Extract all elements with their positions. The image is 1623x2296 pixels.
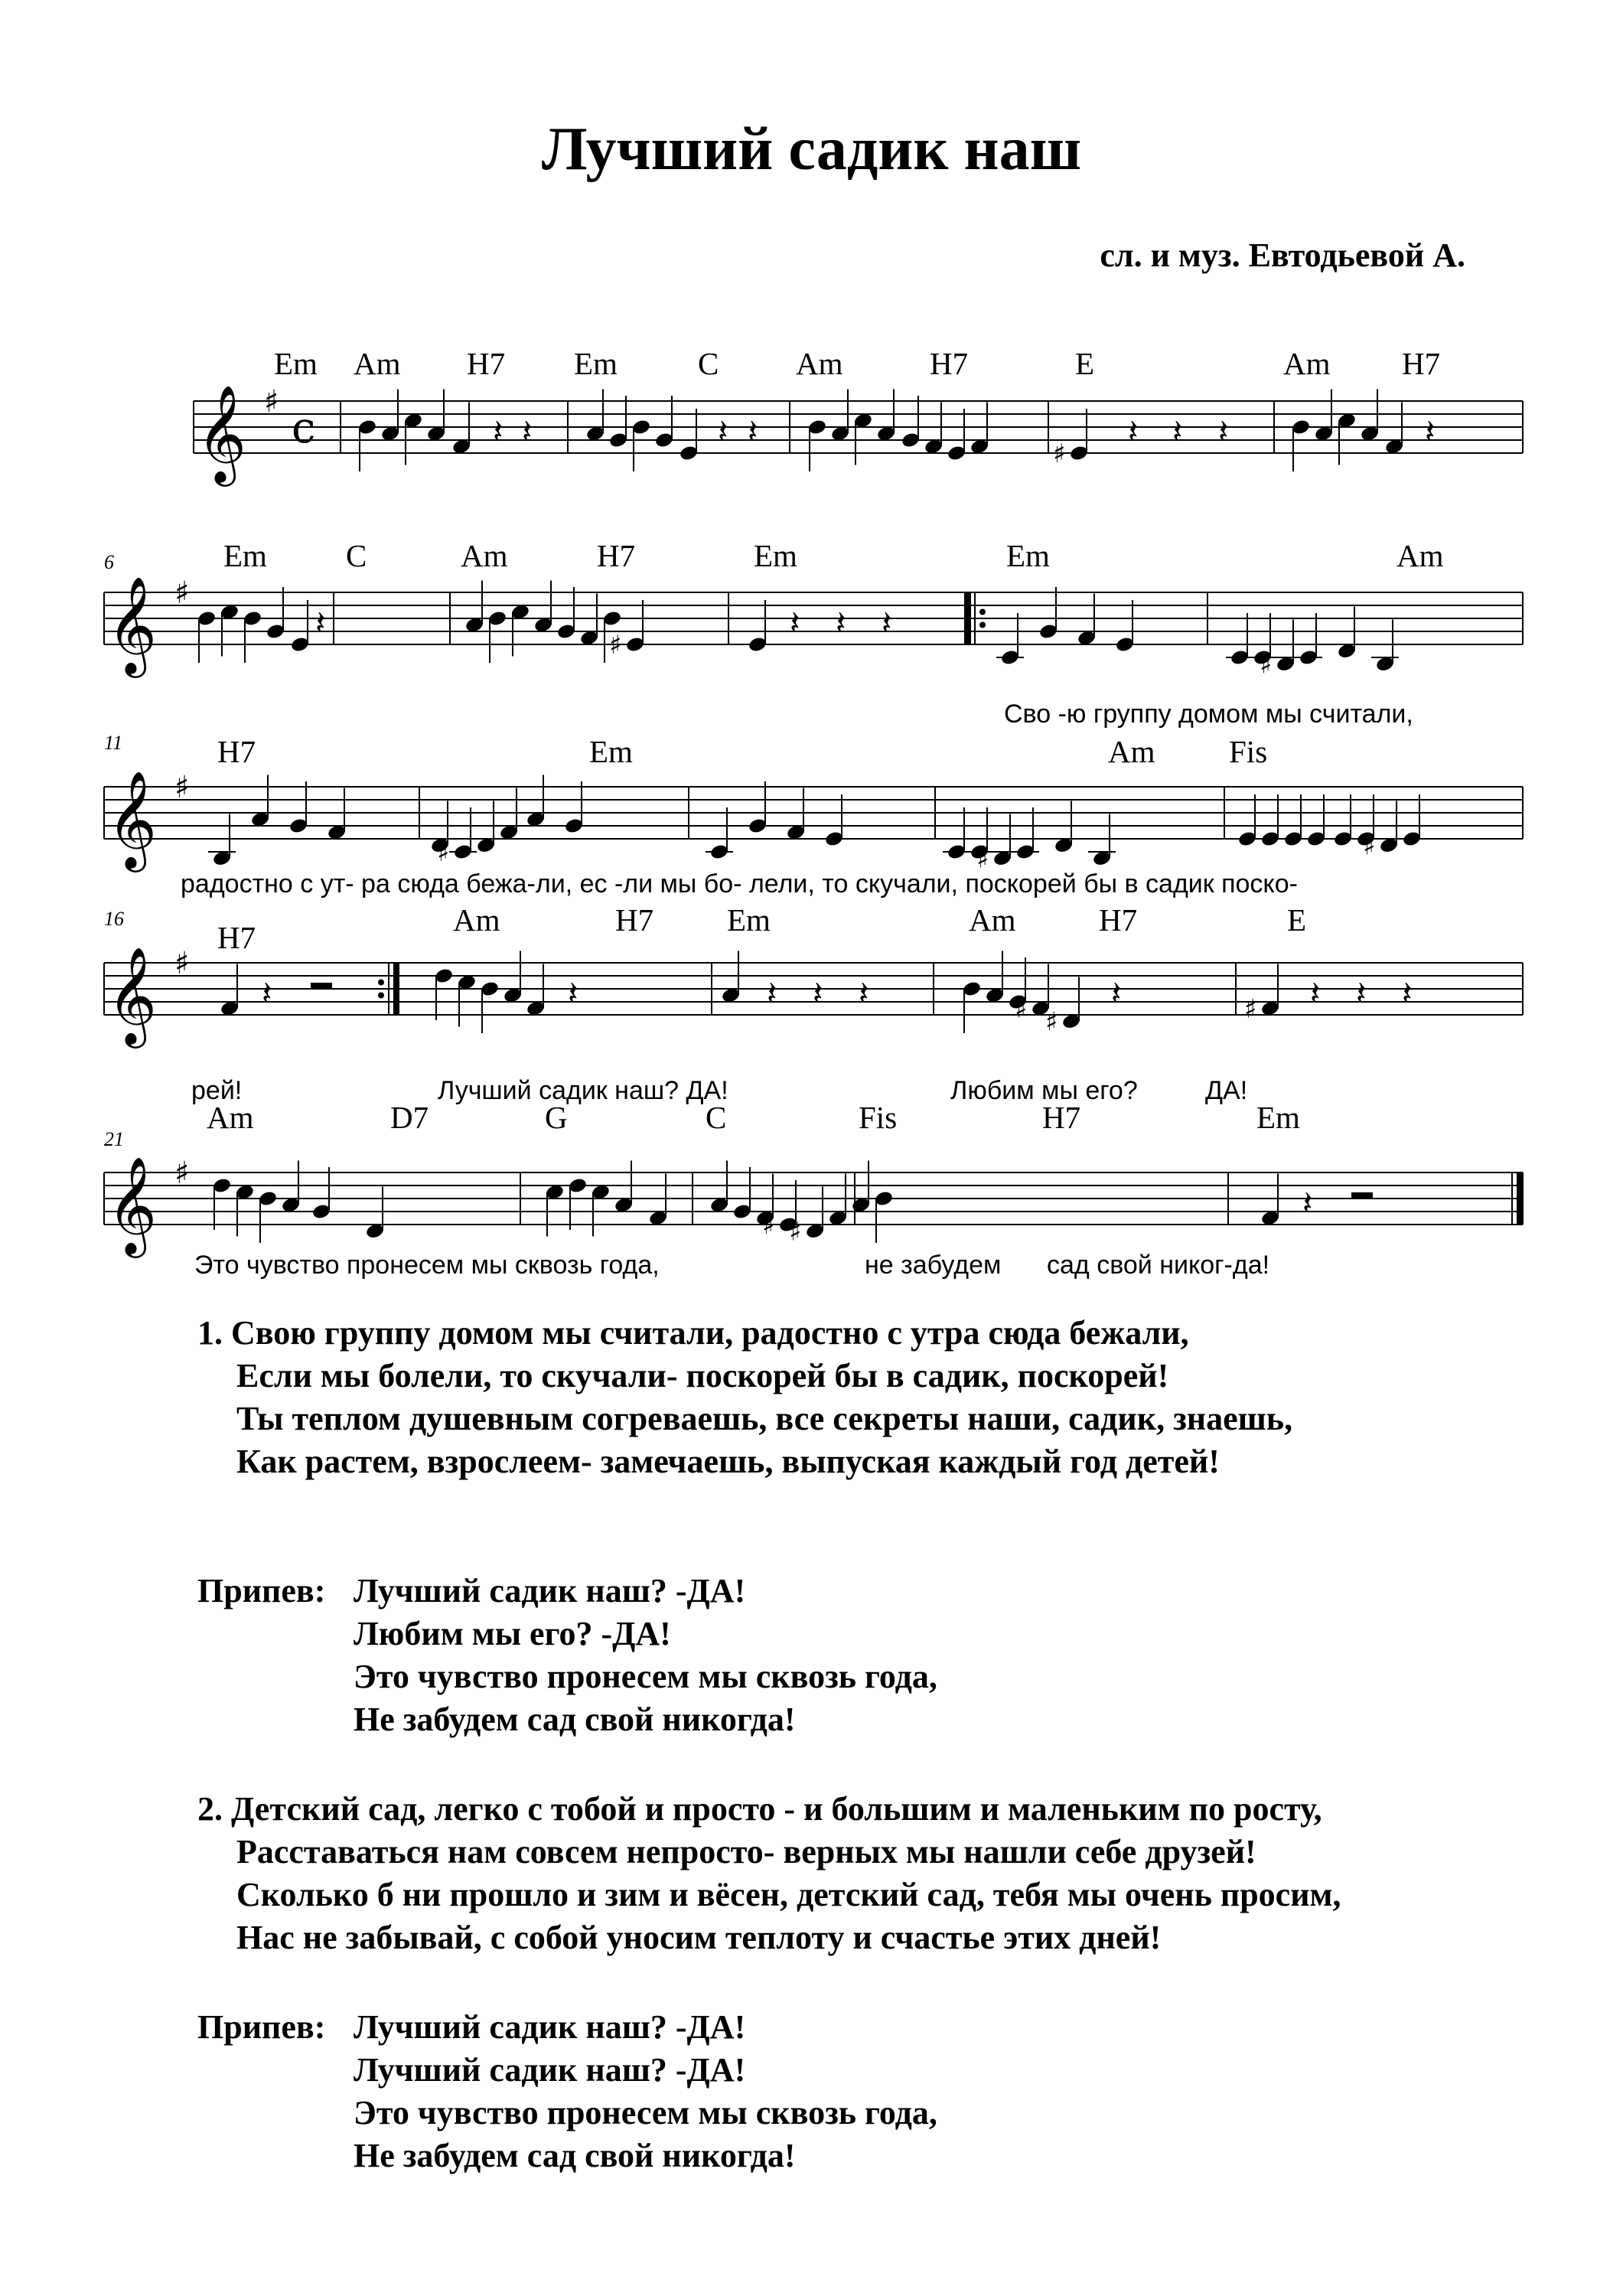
chord: H7 (1099, 902, 1138, 938)
rest-icon: 𝄽 (1111, 974, 1122, 1013)
chord: Em (223, 538, 267, 573)
half-rest-icon (1351, 1192, 1373, 1199)
chord: Am (1283, 346, 1331, 381)
chord: H7 (217, 920, 256, 955)
rest-icon: 𝄽 (522, 413, 533, 452)
chord: H7 (1402, 346, 1441, 381)
chord: Am (1396, 538, 1444, 573)
rest-icon: 𝄽 (1356, 974, 1367, 1013)
sharp-icon: ♯ (1363, 830, 1376, 862)
chord: Am (796, 346, 843, 381)
chord: H7 (930, 346, 969, 381)
chord: E (1075, 346, 1095, 381)
verse-line: Расставаться нам совсем непросто- верных мы нашли себе друзей! (236, 1833, 1256, 1870)
sharp-icon: ♯ (789, 1216, 802, 1247)
final-barline (1517, 1172, 1523, 1225)
chord: C (706, 1100, 727, 1135)
sharp-icon: ♯ (609, 630, 622, 660)
verse-line: Нас не забывай, с собой уносим теплоту и счастье этих дней! (236, 1919, 1162, 1956)
rest-icon: 𝄽 (836, 604, 846, 643)
treble-clef-icon: 𝄞 (197, 384, 247, 482)
chorus-label: Припев: (197, 2008, 326, 2046)
author-credit: сл. и муз. Евтодьевой А. (1100, 236, 1465, 274)
lyric-line: Лучший садик наш? ДА! (438, 1076, 728, 1105)
chorus-line: Не забудем сад свой никогда! (354, 1701, 796, 1738)
rest-icon: 𝄽 (813, 974, 823, 1013)
chord: H7 (597, 538, 636, 573)
sharp-icon: ♯ (1045, 1006, 1058, 1038)
rest-icon: 𝄽 (767, 974, 777, 1013)
rest-icon: 𝄽 (568, 974, 578, 1013)
chorus-line: Не забудем сад свой никогда! (354, 2137, 796, 2174)
chord: Am (461, 538, 508, 573)
common-time-icon: c (292, 403, 316, 453)
treble-clef-icon: 𝄞 (107, 770, 158, 868)
verse-line: Сколько б ни прошло и зим и вёсен, детский сад, тебя мы очень просим, (236, 1876, 1341, 1913)
lyric-line: не забудем (865, 1251, 1002, 1280)
chorus-line: Лучший садик наш? -ДА! (354, 2051, 746, 2089)
chorus-line: Любим мы его? -ДА! (354, 1615, 671, 1652)
treble-clef-icon: 𝄞 (107, 946, 158, 1044)
sharp-icon: ♯ (174, 576, 190, 611)
chord: H7 (217, 734, 256, 769)
chord: H7 (615, 902, 654, 938)
chord: Em (589, 734, 633, 769)
chord: E (1287, 902, 1307, 938)
chorus-1 (354, 1570, 937, 1741)
chord: Em (727, 902, 771, 938)
verse-number: 1. (197, 1314, 223, 1352)
sharp-icon: ♯ (174, 770, 190, 805)
chord: H7 (1042, 1100, 1081, 1135)
chord: Am (354, 346, 401, 381)
verse-line: Ты теплом душевным согреваешь, все секреты наши, садик, знаешь, (236, 1400, 1293, 1437)
chorus-line: Это чувство пронесем мы сквозь года, (354, 1658, 937, 1695)
repeat-dot (378, 993, 384, 999)
rest-icon: 𝄽 (315, 604, 326, 643)
lyric-line: рей! (191, 1076, 243, 1105)
repeat-barline (964, 592, 970, 644)
treble-clef-icon: 𝄞 (107, 1156, 158, 1254)
chorus-line: Лучший садик наш? -ДА! (354, 1572, 746, 1609)
chord: Em (1006, 538, 1050, 573)
chorus-label: Припев: (197, 1572, 326, 1609)
rest-icon: 𝄽 (1172, 413, 1183, 452)
sharp-icon: ♯ (1053, 439, 1066, 469)
chord: Am (969, 902, 1016, 938)
sharp-icon: ♯ (264, 384, 279, 419)
chord: C (346, 538, 367, 573)
rest-icon: 𝄽 (882, 604, 892, 643)
sharp-icon: ♯ (437, 837, 450, 868)
half-rest-icon (311, 983, 332, 989)
measure-number: 11 (104, 732, 123, 754)
chord: Em (1256, 1100, 1300, 1135)
sharp-icon: ♯ (1244, 993, 1257, 1025)
repeat-dot (979, 609, 986, 615)
lyric-line: Это чувство пронесем мы сквозь года, (194, 1251, 660, 1280)
measure-number: 21 (104, 1128, 124, 1150)
rest-icon: 𝄽 (859, 974, 869, 1013)
rest-icon: 𝄽 (493, 413, 504, 452)
sharp-icon: ♯ (1015, 993, 1028, 1025)
chord: D7 (390, 1100, 429, 1135)
verse-1 (197, 1312, 1292, 1483)
chord: H7 (467, 346, 506, 381)
lyric-line: Любим мы его? (950, 1076, 1138, 1105)
lyric-line: радостно с ут- ра сюда бежа-ли, ес -ли мы бо- лели, то скучали, поскорей бы в садик поско- (181, 869, 1298, 899)
rest-icon: 𝄽 (748, 413, 758, 452)
rest-icon: 𝄽 (1310, 974, 1321, 1013)
chord: Am (207, 1100, 254, 1135)
verse-line: Свою группу домом мы считали, радостно с утра сюда бежали, (231, 1314, 1189, 1352)
repeat-dot (378, 980, 384, 986)
chord: C (698, 346, 719, 381)
verse-line: Если мы болели, то скучали- поскорей бы в садик, поскорей! (236, 1357, 1169, 1394)
repeat-barline (393, 963, 399, 1015)
repeat-dot (979, 622, 986, 628)
chord: Em (754, 538, 797, 573)
rest-icon: 𝄽 (1218, 413, 1229, 452)
rest-icon: 𝄽 (718, 413, 728, 452)
chord: Am (453, 902, 500, 938)
sharp-icon: ♯ (976, 843, 989, 875)
sharp-icon: ♯ (174, 1156, 190, 1191)
sharp-icon: ♯ (1260, 649, 1273, 680)
measure-number: 16 (104, 908, 124, 930)
rest-icon: 𝄽 (1425, 413, 1436, 452)
sharp-icon: ♯ (174, 946, 190, 981)
chorus-2 (354, 2006, 937, 2177)
verse-line: Детский сад, легко с тобой и просто - и большим и маленьким по росту, (231, 1790, 1322, 1828)
chord: Fis (1229, 734, 1268, 769)
chord: Em (274, 346, 318, 381)
rest-icon: 𝄽 (1128, 413, 1139, 452)
measure-number: 6 (104, 551, 114, 573)
song-title: Лучший садик наш (541, 116, 1082, 183)
lyric-line: Сво -ю группу домом мы считали, (1004, 700, 1413, 729)
rest-icon: 𝄽 (1402, 974, 1413, 1013)
chorus-line: Это чувство пронесем мы сквозь года, (354, 2094, 937, 2131)
verse-line: Как растем, взрослеем- замечаешь, выпуская каждый год детей! (236, 1443, 1220, 1480)
rest-icon: 𝄽 (790, 604, 800, 643)
lyric-line: ДА! (1205, 1076, 1248, 1105)
verse-number: 2. (197, 1790, 223, 1828)
rest-icon: 𝄽 (1302, 1184, 1313, 1223)
chord: Am (1108, 734, 1155, 769)
chord: Em (574, 346, 618, 381)
chord: Fis (859, 1100, 898, 1135)
chorus-line: Лучший садик наш? -ДА! (354, 2008, 746, 2046)
verse-2 (197, 1788, 1341, 1959)
chord: G (545, 1100, 568, 1135)
lyric-line: сад свой никог-да! (1047, 1251, 1270, 1280)
sharp-icon: ♯ (762, 1210, 775, 1241)
rest-icon: 𝄽 (262, 974, 272, 1013)
treble-clef-icon: 𝄞 (107, 576, 158, 673)
